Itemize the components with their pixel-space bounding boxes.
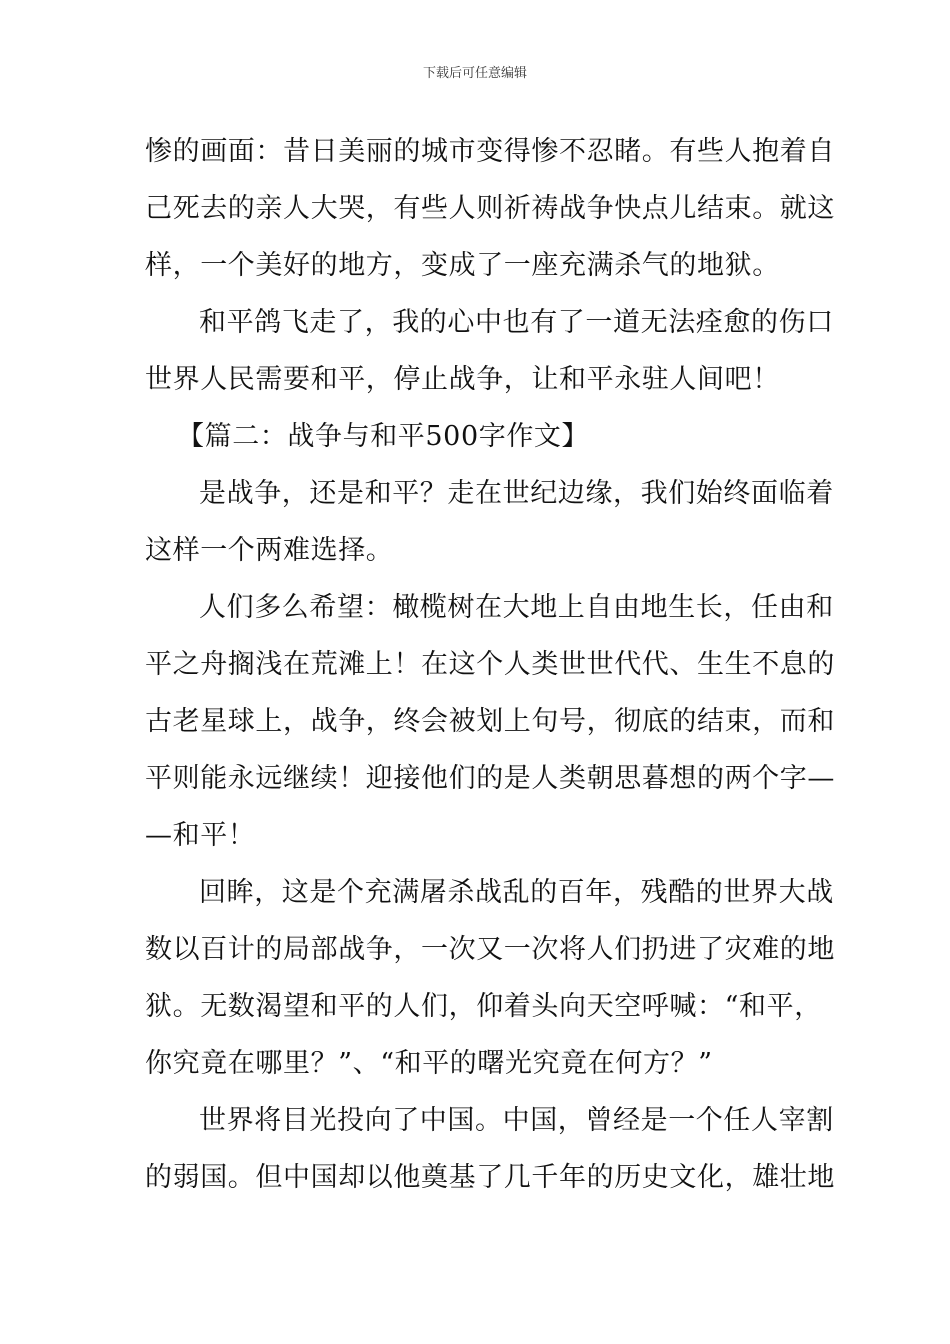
text-line: 和平鸽飞走了，我的心中也有了一道无法痊愈的伤口 [199, 307, 834, 338]
text-line: 的弱国。但中国却以他奠基了几千年的历史文化，雄壮地 [145, 1162, 835, 1193]
text-line: 样，一个美好的地方，变成了一座充满杀气的地狱。 [145, 250, 780, 281]
text-line: 回眸，这是个充满屠杀战乱的百年，残酷的世界大战 [199, 877, 834, 908]
text-line: —和平！ [145, 820, 256, 851]
text-line: 狱。无数渴望和平的人们，仰着头向天空呼喊：“和平， [145, 991, 822, 1022]
text-line: 平之舟搁浅在荒滩上！在这个人类世世代代、生生不息的 [145, 649, 835, 680]
page-header: 下载后可任意编辑 [422, 66, 527, 81]
text-line: 人们多么希望：橄榄树在大地上自由地生长，任由和 [199, 592, 834, 623]
text-line: 己死去的亲人大哭，有些人则祈祷战争快点儿结束。就这 [145, 193, 835, 224]
text-line: 平则能永远继续！迎接他们的是人类朝思暮想的两个字— [145, 763, 835, 794]
text-line: 你究竟在哪里？”、“和平的曙光究竟在何方？” [145, 1048, 713, 1079]
section-heading: 【篇二：战争与和平500字作文】 [177, 421, 590, 452]
text-line: 这样一个两难选择。 [145, 535, 394, 566]
text-line: 惨的画面：昔日美丽的城市变得惨不忍睹。有些人抱着自 [145, 136, 835, 167]
text-line: 古老星球上，战争，终会被划上句号，彻底的结束，而和 [145, 706, 835, 737]
text-line: 数以百计的局部战争，一次又一次将人们扔进了灾难的地 [145, 934, 835, 965]
text-line: 是战争，还是和平？走在世纪边缘，我们始终面临着 [199, 478, 834, 509]
text-line: 世界将目光投向了中国。中国，曾经是一个任人宰割 [199, 1105, 834, 1136]
text-line: 世界人民需要和平，停止战争，让和平永驻人间吧！ [145, 364, 780, 395]
